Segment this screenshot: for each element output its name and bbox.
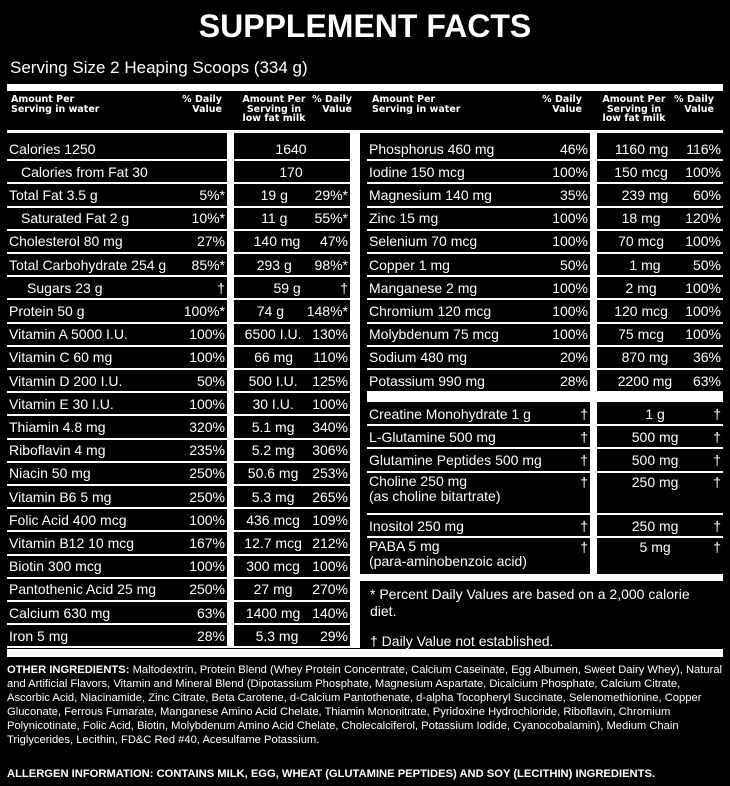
- milk-amount: 1160 mg: [614, 140, 669, 157]
- left-milk-row: [234, 137, 350, 160]
- serving-size: Serving Size 2 Heaping Scoops (334 g): [10, 58, 308, 77]
- left-row: [7, 415, 227, 438]
- daily-value: †: [580, 539, 588, 556]
- right2-milk-row: [597, 402, 723, 425]
- left-row: [7, 346, 227, 369]
- right2-milk-row: [597, 425, 723, 448]
- nutrient-label: Iron 5 mg: [9, 627, 69, 644]
- milk-daily-value: 100%: [685, 302, 721, 319]
- milk-amount: 2200 mg: [617, 372, 673, 389]
- left-milk-row: [234, 253, 350, 276]
- milk-daily-value: 29%*: [314, 186, 348, 203]
- header-divider: [7, 84, 723, 91]
- milk-daily-value: 47%: [319, 233, 348, 250]
- left-row: [7, 276, 227, 299]
- daily-value: 320%: [189, 418, 225, 435]
- milk-amount: 5.3 mg: [255, 627, 299, 644]
- milk-daily-value: 116%: [686, 140, 721, 157]
- left-row: [7, 299, 227, 322]
- milk-amount: 250 mg: [631, 473, 679, 490]
- nutrient-label: Potassium 990 mg: [369, 372, 485, 389]
- daily-value: †: [580, 517, 588, 534]
- nutrient-label: Niacin 50 mg: [9, 465, 91, 482]
- left-row: [7, 369, 227, 392]
- left-milk-row: [234, 439, 350, 462]
- nutrient-label: Molybdenum 75 mcg: [369, 326, 499, 343]
- left-row: [7, 183, 227, 206]
- milk-amount: 500 mg: [631, 451, 679, 468]
- nutrient-label: PABA 5 mg (para-aminobenzoic acid): [369, 539, 527, 570]
- left-row: [7, 531, 227, 554]
- daily-value: 100%: [189, 395, 225, 412]
- milk-amount: 150 mcg: [614, 163, 668, 180]
- milk-daily-value: 148%*: [306, 302, 348, 319]
- nutrient-label: Vitamin B6 5 mg: [9, 488, 112, 505]
- daily-value: 100%*: [183, 302, 225, 319]
- nutrient-label: Phosphorus 460 mg: [369, 140, 495, 157]
- notes-divider: [360, 574, 723, 581]
- milk-daily-value: 100%: [685, 279, 721, 296]
- nutrient-label: Vitamin B12 10 mcg: [9, 534, 135, 551]
- daily-value: 100%: [189, 326, 225, 343]
- milk-daily-value: †: [713, 473, 721, 490]
- milk-amount: 27 mg: [253, 581, 293, 598]
- header-left-milk: Amount Per Serving in low fat milk: [242, 94, 306, 124]
- nutrient-label: Protein 50 g: [9, 302, 85, 319]
- left-milk-row: [234, 369, 350, 392]
- nutrient-label: Saturated Fat 2 g: [21, 210, 130, 227]
- nutrient-label: Copper 1 mg: [369, 256, 450, 273]
- header-right-milk-dv: % Daily Value: [674, 94, 714, 115]
- daily-value: 100%: [552, 233, 588, 250]
- left-row: [7, 485, 227, 508]
- milk-daily-value: 55%*: [314, 210, 348, 227]
- milk-amount: 75 mcg: [618, 326, 665, 343]
- nutrient-label: Creatine Monohydrate 1 g: [369, 405, 531, 422]
- left-milk-row: [234, 531, 350, 554]
- daily-value: 100%: [552, 210, 588, 227]
- columns-divider: [7, 130, 723, 133]
- daily-value: 100%: [552, 302, 588, 319]
- daily-value: 100%: [552, 326, 588, 343]
- nutrient-label: Calories from Fat 30: [21, 163, 148, 180]
- left-row: [7, 578, 227, 601]
- right-row: [367, 276, 590, 299]
- right-row: [367, 183, 590, 206]
- milk-daily-value: 98%*: [314, 256, 348, 273]
- left-vertical-divider: [227, 133, 234, 648]
- other-ingredients-text: Maltodextrin, Protein Blend (Whey Protein Concentrate, Calcium Caseinate, Egg Albumen, Sweet Dairy Whey), Natural and Artificial Flavors, Vitamin and Mineral Blend (Dipotassium Phosphate, Magnesium Aspartate, Dicalcium Phosphate, Calcium Citrate, Ascorbic Acid, Niacinamide, Zinc Citrate, Beta Carotene, d-Calcium Pantothenate, d-alpha Tocopheryl Succinate, Selenomethionine, Copper Gluconate, Ferrous Fumarate, Manganese Amino Acid Chelate, Thiamin Mononitrate, Pyridoxine Hydrochloride, Riboflavin, Chromium Polynicotinate, Folic Acid, Biotin, Molybdenum Amino Acid Chelate, Cholecalciferol, Potassium Iodide, Cyanocobalamin), Medium Chain Triglycerides, Lecithin, FD&C Red #40, Acesulfame Potassium.: [7, 664, 723, 746]
- milk-daily-value: 140%: [312, 604, 348, 621]
- left-milk-row: [234, 323, 350, 346]
- right2-row: [367, 514, 590, 537]
- right-milk-row: [597, 253, 723, 276]
- milk-amount: 1640: [275, 140, 307, 157]
- milk-amount: 59 g: [273, 279, 301, 296]
- left-row: [7, 253, 227, 276]
- nutrient-label: Vitamin E 30 I.U.: [9, 395, 114, 412]
- nutrient-label: L-Glutamine 500 mg: [369, 428, 496, 445]
- milk-amount: 5.2 mg: [251, 442, 295, 459]
- milk-amount: 70 mcg: [618, 233, 665, 250]
- milk-amount: 50.6 mg: [247, 465, 299, 482]
- nutrient-label: Inositol 250 mg: [369, 517, 464, 534]
- nutrient-label: Sugars 23 g: [27, 279, 103, 296]
- nutrient-label: Chromium 120 mcg: [369, 302, 492, 319]
- left-row: [7, 624, 227, 647]
- dagger-note: † Daily Value not established.: [370, 633, 554, 649]
- header-left-water: Amount Per Serving in water: [11, 94, 100, 115]
- milk-amount: 18 mg: [621, 210, 661, 227]
- left-row: [7, 160, 227, 183]
- nutrient-label: Choline 250 mg (as choline bitartrate): [369, 473, 501, 504]
- milk-daily-value: 60%: [692, 186, 721, 203]
- nutrient-label: Total Fat 3.5 g: [9, 186, 98, 203]
- left-milk-row: [234, 415, 350, 438]
- right-row: [367, 299, 590, 322]
- daily-value: †: [580, 473, 588, 490]
- milk-daily-value: 253%: [312, 465, 348, 482]
- milk-daily-value: †: [340, 279, 348, 296]
- milk-amount: 436 mcg: [246, 511, 300, 528]
- daily-value: 100%: [189, 511, 225, 528]
- right-row: [367, 253, 590, 276]
- milk-amount: 74 g: [256, 302, 284, 319]
- milk-daily-value: 100%: [685, 233, 721, 250]
- milk-daily-value: 270%: [312, 581, 348, 598]
- milk-amount: 5 mg: [639, 539, 671, 556]
- milk-daily-value: 50%: [692, 256, 721, 273]
- milk-amount: 239 mg: [621, 186, 669, 203]
- daily-value: 100%: [552, 279, 588, 296]
- daily-value: 250%: [189, 581, 225, 598]
- daily-value: 20%: [559, 349, 588, 366]
- milk-daily-value: 130%: [312, 326, 348, 343]
- header-right-water: Amount Per Serving in water: [372, 94, 461, 115]
- right-row: [367, 137, 590, 160]
- right-milk-row: [597, 323, 723, 346]
- daily-value: 167%: [189, 534, 225, 551]
- left-milk-row: [234, 578, 350, 601]
- nutrient-label: Vitamin A 5000 I.U.: [9, 326, 128, 343]
- daily-value: 35%: [559, 186, 588, 203]
- daily-value: 50%: [196, 372, 225, 389]
- milk-daily-value: 36%: [692, 349, 721, 366]
- milk-amount: 500 I.U.: [248, 372, 298, 389]
- milk-daily-value: 306%: [312, 442, 348, 459]
- milk-amount: 120 mcg: [614, 302, 668, 319]
- nutrient-label: Magnesium 140 mg: [369, 186, 492, 203]
- right-row: [367, 369, 590, 392]
- left-row: [7, 323, 227, 346]
- daily-value: 63%: [196, 604, 225, 621]
- center-vertical-divider: [350, 133, 360, 648]
- left-milk-row: [234, 508, 350, 531]
- milk-daily-value: 100%: [685, 326, 721, 343]
- left-milk-row: [234, 183, 350, 206]
- nutrient-sublabel: (as choline bitartrate): [369, 487, 501, 504]
- other-ingredients-label: OTHER INGREDIENTS:: [7, 664, 130, 676]
- nutrient-label: Total Carbohydrate 254 g: [9, 256, 167, 273]
- percent-note: * Percent Daily Values are based on a 2,000 calorie diet.: [370, 586, 690, 619]
- left-row: [7, 137, 227, 160]
- right2-milk-row: [597, 514, 723, 537]
- daily-value: †: [580, 405, 588, 422]
- daily-value: 27%: [196, 233, 225, 250]
- right-milk-row: [597, 160, 723, 183]
- milk-amount: 293 g: [256, 256, 292, 273]
- left-row: [7, 462, 227, 485]
- allergen-info: ALLERGEN INFORMATION: CONTAINS MILK, EGG, WHEAT (GLUTAMINE PEPTIDES) AND SOY (LECITHIN) INGREDIENTS.: [7, 768, 656, 780]
- nutrient-label: Cholesterol 80 mg: [9, 233, 123, 250]
- right-milk-row: [597, 183, 723, 206]
- right-row: [367, 160, 590, 183]
- nutrient-label: Iodine 150 mcg: [369, 163, 465, 180]
- milk-amount: 6500 I.U.: [244, 326, 302, 343]
- milk-daily-value: †: [713, 405, 721, 422]
- other-ingredients: [7, 663, 723, 747]
- milk-amount: 250 mg: [631, 517, 679, 534]
- right-vertical-divider-2: [590, 402, 597, 574]
- daily-value: 46%: [559, 140, 588, 157]
- left-milk-row: [234, 485, 350, 508]
- page-title: SUPPLEMENT FACTS: [198, 8, 532, 44]
- milk-amount: 12.7 mcg: [244, 534, 302, 551]
- daily-value: 85%*: [191, 256, 225, 273]
- milk-amount: 11 g: [261, 210, 288, 227]
- right2-row: [367, 425, 590, 448]
- daily-value: †: [580, 451, 588, 468]
- daily-value: 235%: [189, 442, 225, 459]
- left-row: [7, 601, 227, 624]
- nutrient-label: Vitamin D 200 I.U.: [9, 372, 123, 389]
- left-row: [7, 508, 227, 531]
- section-divider: [367, 393, 723, 402]
- left-milk-row: [234, 462, 350, 485]
- milk-daily-value: 265%: [312, 488, 348, 505]
- right2-row: [367, 448, 590, 471]
- nutrient-label: Calories 1250: [9, 140, 96, 157]
- daily-value: †: [580, 428, 588, 445]
- left-milk-row: [234, 276, 350, 299]
- milk-amount: 1400 mg: [245, 604, 301, 621]
- left-row: [7, 555, 227, 578]
- nutrient-label: Zinc 15 mg: [369, 210, 439, 227]
- milk-amount: 2 mg: [625, 279, 657, 296]
- left-milk-row: [234, 230, 350, 253]
- right-milk-row: [597, 369, 723, 392]
- milk-daily-value: 63%: [692, 372, 721, 389]
- milk-amount: 1 mg: [629, 256, 661, 273]
- left-row: [7, 392, 227, 415]
- milk-amount: 170: [279, 163, 303, 180]
- nutrient-label: Biotin 300 mcg: [9, 558, 102, 575]
- right-row: [367, 230, 590, 253]
- milk-daily-value: †: [713, 428, 721, 445]
- milk-daily-value: †: [713, 451, 721, 468]
- milk-daily-value: 100%: [685, 163, 721, 180]
- header-right-dv: % Daily Value: [542, 94, 582, 115]
- header-right-milk: Amount Per Serving in low fat milk: [602, 94, 666, 124]
- right2-row: [367, 402, 590, 425]
- milk-daily-value: 100%: [312, 558, 348, 575]
- right-row: [367, 207, 590, 230]
- milk-amount: 30 I.U.: [252, 395, 294, 412]
- right2-row: [367, 472, 590, 516]
- right-milk-row: [597, 137, 723, 160]
- left-row: [7, 439, 227, 462]
- left-row: [7, 207, 227, 230]
- milk-amount: 66 mg: [254, 349, 294, 366]
- left-milk-row: [234, 160, 350, 183]
- milk-daily-value: 125%: [312, 372, 348, 389]
- milk-daily-value: 340%: [312, 418, 348, 435]
- nutrient-label: Calcium 630 mg: [9, 604, 111, 621]
- nutrient-label: Vitamin C 60 mg: [9, 349, 113, 366]
- milk-daily-value: 100%: [312, 395, 348, 412]
- nutrient-label: Riboflavin 4 mg: [9, 442, 106, 459]
- daily-value: †: [217, 279, 225, 296]
- milk-amount: 19 g: [260, 186, 288, 203]
- header-left-milk-dv: % Daily Value: [312, 94, 352, 115]
- right-milk-row: [597, 346, 723, 369]
- daily-value: 100%: [189, 558, 225, 575]
- right-vertical-divider: [590, 133, 597, 393]
- right-milk-row: [597, 276, 723, 299]
- milk-amount: 1 g: [645, 405, 665, 422]
- right2-milk-row: [597, 472, 723, 516]
- daily-value: 5%*: [199, 186, 225, 203]
- nutrient-label: Selenium 70 mcg: [369, 233, 478, 250]
- left-milk-row: [234, 555, 350, 578]
- milk-daily-value: 212%: [312, 534, 348, 551]
- left-milk-row: [234, 392, 350, 415]
- milk-daily-value: 29%: [319, 627, 348, 644]
- nutrient-label: Sodium 480 mg: [369, 349, 468, 366]
- right-milk-row: [597, 207, 723, 230]
- milk-amount: 140 mg: [253, 233, 301, 250]
- header-left-dv: % Daily Value: [182, 94, 222, 115]
- milk-amount: 500 mg: [631, 428, 679, 445]
- nutrient-label: Glutamine Peptides 500 mg: [369, 451, 542, 468]
- daily-value: 50%: [559, 256, 588, 273]
- right-milk-row: [597, 230, 723, 253]
- nutrient-label: Folic Acid 400 mcg: [9, 511, 127, 528]
- daily-value: 100%: [189, 349, 225, 366]
- daily-value: 250%: [189, 465, 225, 482]
- daily-value: 250%: [189, 488, 225, 505]
- milk-amount: 870 mg: [621, 349, 669, 366]
- left-milk-row: [234, 346, 350, 369]
- milk-daily-value: 110%: [313, 349, 348, 366]
- nutrient-label: Manganese 2 mg: [369, 279, 478, 296]
- left-milk-row: [234, 299, 350, 322]
- milk-daily-value: 120%: [685, 210, 721, 227]
- milk-amount: 5.3 mg: [251, 488, 295, 505]
- milk-amount: 300 mcg: [246, 558, 300, 575]
- milk-daily-value: †: [713, 539, 721, 556]
- left-milk-row: [234, 207, 350, 230]
- left-milk-row: [234, 601, 350, 624]
- daily-value: 28%: [559, 372, 588, 389]
- nutrient-label: Thiamin 4.8 mg: [9, 418, 106, 435]
- nutrient-sublabel: (para-aminobenzoic acid): [369, 553, 527, 570]
- daily-value: 10%*: [191, 210, 225, 227]
- daily-value: 100%: [552, 163, 588, 180]
- milk-daily-value: †: [713, 517, 721, 534]
- milk-amount: 5.1 mg: [251, 418, 295, 435]
- right-row: [367, 323, 590, 346]
- daily-value: 28%: [196, 627, 225, 644]
- nutrient-label: Pantothenic Acid 25 mg: [9, 581, 157, 598]
- milk-daily-value: 109%: [312, 511, 348, 528]
- right-row: [367, 346, 590, 369]
- right2-milk-row: [597, 448, 723, 471]
- left-milk-row: [234, 624, 350, 647]
- right-milk-row: [597, 299, 723, 322]
- bottom-divider: [7, 649, 723, 657]
- left-row: [7, 230, 227, 253]
